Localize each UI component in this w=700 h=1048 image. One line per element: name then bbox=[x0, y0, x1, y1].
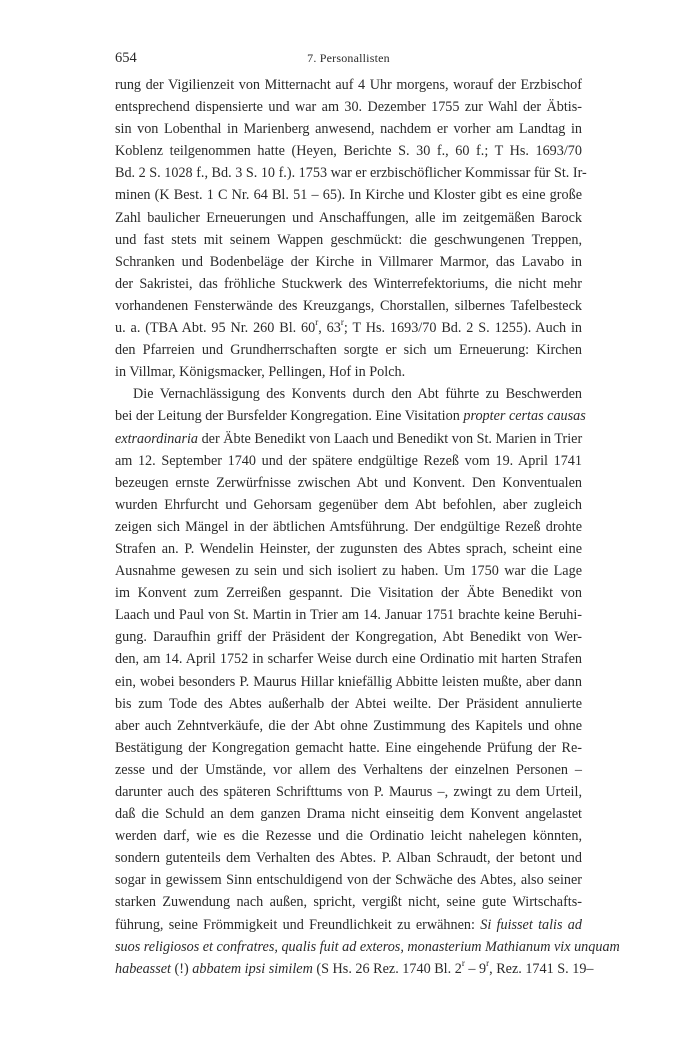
text-line bbox=[115, 207, 582, 229]
text-line bbox=[115, 184, 582, 206]
text-run: Bd. 2 S. 1028 f., Bd. 3 S. 10 f.). 1753 war er erzbischöflicher Kommissar für St. Ir- bbox=[115, 165, 587, 182]
text-line bbox=[115, 96, 582, 118]
text-line bbox=[115, 847, 582, 869]
body-text bbox=[115, 74, 620, 980]
latin-quotation: extraordinaria bbox=[115, 430, 199, 447]
text-run: in Villmar, Königsmacker, Pellingen, Hof in Polch. bbox=[115, 364, 406, 381]
text-line bbox=[115, 604, 582, 626]
text-run: und fast stets mit seinem Wappen geschmückt: die geschwungenen Treppen, bbox=[115, 231, 582, 248]
text-run: gung. Daraufhin griff der Präsident der Kongregation, Abt Benedikt von Wer- bbox=[115, 629, 582, 646]
text-line bbox=[115, 162, 587, 184]
text-run: starken Zuwendung nach außen, spricht, vergißt nicht, seine gute Wirtschafts- bbox=[115, 894, 582, 911]
text-run: Zahl baulicher Erneuerungen und Anschaffungen, alle im zeitgemäßen Barock bbox=[115, 209, 582, 226]
text-run: Ausnahme gewesen zu sein und sich isoliert zu haben. Um 1750 war die Lage bbox=[115, 563, 582, 580]
text-line bbox=[115, 251, 582, 273]
text-run: , Rez. 1741 S. 19– bbox=[489, 960, 594, 977]
text-run: zeigen sich Mängel in der äbtlichen Amtsführung. Der endgültige Rezeß drohte bbox=[115, 518, 582, 535]
text-run: Strafen an. P. Wendelin Heinster, der zugunsten des Abtes sprach, scheint eine bbox=[115, 540, 582, 557]
text-line bbox=[115, 648, 582, 670]
folio-recto-mark: r bbox=[340, 317, 344, 328]
folio-recto-mark: r bbox=[486, 958, 490, 969]
text-run: Bestätigung der Kongregation gemacht hatte. Eine eingehende Prüfung der Re- bbox=[115, 739, 582, 756]
text-run: u. a. (TBA Abt. 95 Nr. 260 Bl. 60 bbox=[115, 320, 316, 337]
text-line bbox=[115, 671, 582, 693]
latin-quotation: abbatem ipsi similem bbox=[192, 960, 313, 977]
text-run: (!) bbox=[170, 960, 193, 977]
latin-quotation: habeasset bbox=[115, 960, 171, 977]
text-run: ein, wobei besonders P. Maurus Hillar kniefällig Abbitte leisten mußte, aber dann bbox=[115, 673, 582, 690]
text-line bbox=[115, 715, 582, 737]
latin-quotation: suos religiosos et confratres, qualis fuit ad exteros, monasterium Mathianum vix unquam bbox=[115, 938, 620, 955]
text-line bbox=[115, 450, 582, 472]
text-line bbox=[115, 803, 582, 825]
text-run: darunter auch des späteren Schrifttums von P. Maurus –, zwingt zu dem Urteil, bbox=[115, 784, 582, 800]
text-run: rung der Vigilienzeit von Mitternacht auf 4 Uhr morgens, worauf der Erzbischof bbox=[115, 77, 582, 93]
text-line bbox=[115, 693, 582, 715]
text-run: zesse und der Umstände, vor allem des Verhaltens der einzelnen Personen – bbox=[115, 761, 582, 778]
text-run: bezeugen ernste Zerwürfnisse zwischen Abt und Konvent. Den Konventualen bbox=[115, 474, 582, 491]
text-line bbox=[115, 958, 594, 980]
text-run: (S Hs. 26 Rez. 1740 Bl. 2 bbox=[312, 960, 462, 977]
running-head: 7. Personallisten bbox=[307, 51, 390, 65]
text-line bbox=[115, 626, 582, 648]
text-run: Laach und Paul von St. Martin in Trier am 14. Januar 1751 brachte keine Beruhi- bbox=[115, 607, 582, 624]
text-line bbox=[115, 737, 582, 759]
document-page bbox=[115, 50, 620, 980]
text-run: den, am 14. April 1752 in scharfer Weise durch eine Ordinatio mit harten Strafen bbox=[115, 651, 582, 668]
text-line bbox=[115, 582, 582, 604]
text-run: am 12. September 1740 und der spätere endgültige Rezeß vom 19. April 1741 bbox=[115, 452, 582, 469]
text-line bbox=[115, 405, 586, 427]
text-run: sin von Lobenthal in Marienberg anwesend, nachdem er vorher am Landtag in bbox=[115, 121, 582, 138]
text-run: führung, seine Frömmigkeit und Freundlichkeit zu erwähnen: bbox=[115, 916, 481, 933]
text-line bbox=[115, 869, 582, 891]
text-run: bis zum Tode des Abtes außerhalb der Abtei weilte. Der Präsident annulierte bbox=[115, 695, 582, 712]
folio-recto-mark: r bbox=[315, 317, 319, 328]
folio-recto-mark: r bbox=[461, 958, 465, 969]
text-line bbox=[115, 118, 582, 140]
text-line bbox=[115, 383, 582, 405]
text-run: daß die Schuld an dem ganzen Drama nicht einseitig dem Konvent angelastet bbox=[115, 806, 582, 823]
text-line bbox=[115, 781, 582, 803]
text-line bbox=[115, 759, 582, 781]
latin-quotation: Si fuisset talis ad bbox=[480, 916, 582, 933]
text-line bbox=[115, 428, 582, 450]
text-run: aber auch Zehntverkäufe, die der Abt ohne Zustimmung des Kapitels und ohne bbox=[115, 717, 582, 734]
text-line bbox=[115, 891, 582, 913]
text-line bbox=[115, 229, 582, 251]
text-line bbox=[115, 140, 582, 162]
text-line bbox=[115, 339, 582, 361]
text-run: wurden Ehrfurcht und Gehorsam gegenüber dem Abt befohlen, aber zugleich bbox=[115, 496, 582, 513]
text-run: werden darf, wie es die Rezesse und die Ordinatio leicht nahelegen könnten, bbox=[115, 828, 582, 845]
text-line bbox=[115, 516, 582, 538]
text-run: den Pfarreien und Grundherrschaften sorgte er sich um Erneuerung: Kirchen bbox=[115, 342, 582, 359]
text-run: bei der Leitung der Bursfelder Kongregation. Eine Visitation bbox=[115, 408, 464, 425]
text-run: entsprechend dispensierte und war am 30. Dezember 1755 zur Wahl der Äbtis- bbox=[115, 99, 582, 116]
text-run: im Konvent zum Zerreißen gespannt. Die Visitation der Äbte Benedikt von bbox=[115, 585, 582, 602]
text-run: Schranken und Bodenbeläge der Kirche in Villmarer Marmor, das Lavabo in bbox=[115, 253, 582, 270]
page-number: 654 bbox=[115, 50, 137, 66]
text-run: , 63 bbox=[318, 320, 341, 337]
text-run: – 9 bbox=[464, 960, 487, 977]
text-run: sondern gutenteils dem Verhalten des Abtes. P. Alban Schraudt, der betont und bbox=[115, 850, 582, 867]
text-run: der Sakristei, das fröhliche Stuckwerk des Winterrefektoriums, die nicht mehr bbox=[115, 275, 582, 292]
text-line bbox=[115, 538, 582, 560]
text-run: der Äbte Benedikt von Laach und Benedikt von St. Marien in Trier bbox=[198, 430, 583, 447]
text-run: Die Vernachlässigung des Konvents durch den Abt führte zu Beschwerden bbox=[133, 386, 582, 403]
text-run: Koblenz teilgenommen hatte (Heyen, Berichte S. 30 f., 60 f.; T Hs. 1693/70 bbox=[115, 143, 582, 160]
text-line bbox=[115, 494, 582, 516]
text-line bbox=[115, 936, 620, 958]
page-header bbox=[115, 50, 582, 74]
text-line bbox=[115, 472, 582, 494]
text-line bbox=[115, 317, 582, 339]
text-line bbox=[115, 560, 582, 582]
text-line bbox=[115, 361, 582, 383]
text-line bbox=[115, 74, 582, 96]
text-line bbox=[115, 295, 582, 317]
text-line bbox=[115, 914, 582, 936]
text-run: vorhandenen Fensterwände des Kreuzgangs, Chorstallen, silbernes Tafelbesteck bbox=[115, 297, 582, 314]
text-run: sogar in gewissem Sinn entschuldigend von der Schwäche des Abtes, also seiner bbox=[115, 872, 582, 889]
text-run: minen (K Best. 1 C Nr. 64 Bl. 51 – 65). In Kirche und Kloster gibt es eine große bbox=[115, 187, 582, 204]
text-line bbox=[115, 273, 582, 295]
text-line bbox=[115, 825, 582, 847]
text-run: ; T Hs. 1693/70 Bd. 2 S. 1255). Auch in bbox=[343, 320, 582, 337]
latin-quotation: propter certas causas bbox=[463, 408, 586, 425]
